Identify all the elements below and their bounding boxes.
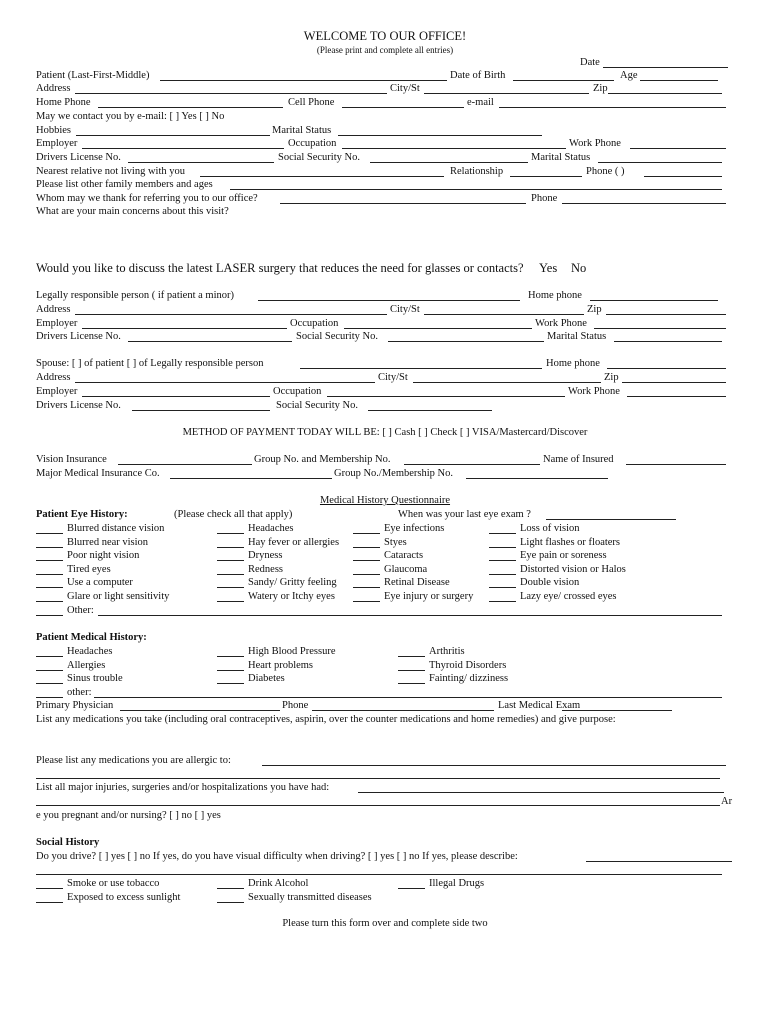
address-field[interactable]: [75, 93, 387, 94]
contact-email-question[interactable]: May we contact you by e-mail: [ ] Yes [ ] No: [36, 111, 225, 122]
social-col2-item-label: Drink Alcohol: [248, 878, 309, 889]
laser-no-option[interactable]: No: [571, 261, 587, 275]
nearest-relative-field[interactable]: [200, 176, 444, 177]
spouse-zip-field[interactable]: [622, 382, 726, 383]
responsible-person-label: Legally responsible person ( if patient a minor): [36, 290, 234, 301]
referral-phone-field[interactable]: [562, 203, 726, 204]
work-phone-field[interactable]: [630, 148, 726, 149]
cell-phone-field[interactable]: [342, 107, 464, 108]
social-col3-item-label: Illegal Drugs: [429, 878, 485, 889]
responsible-person-field[interactable]: [258, 300, 520, 301]
marital-status-field[interactable]: [338, 135, 542, 136]
eye-col1-item-checkbox[interactable]: [36, 547, 63, 548]
home-phone-label: Home Phone: [36, 97, 91, 108]
relationship-field[interactable]: [510, 176, 582, 177]
date-label: Date: [580, 57, 600, 68]
eye-col4-item-label: Loss of vision: [520, 523, 580, 534]
spouse-license-label: Drivers License No.: [36, 400, 121, 411]
eye-col3-item-checkbox[interactable]: [353, 601, 380, 602]
injuries-field[interactable]: [358, 792, 724, 793]
eye-col3-item-label: Styes: [384, 536, 407, 548]
eye-col1-item-checkbox[interactable]: [36, 574, 63, 575]
spouse-occupation-label: Occupation: [273, 386, 322, 397]
medical-col3-item-checkbox[interactable]: [398, 683, 425, 684]
eye-col3-item-label: Glaucoma: [384, 563, 428, 575]
cell-phone-label: Cell Phone: [288, 97, 335, 108]
social-col1-item-checkbox[interactable]: [36, 902, 63, 903]
spouse-ssn-field[interactable]: [368, 410, 492, 411]
eye-col4-item-checkbox[interactable]: [489, 560, 516, 561]
employer-label: Employer: [36, 138, 78, 149]
eye-col4-item-checkbox[interactable]: [489, 574, 516, 575]
occupation-label: Occupation: [288, 138, 337, 149]
eye-col2-item-label: Redness: [248, 563, 283, 575]
eye-col1-item-label: Poor night vision: [67, 550, 140, 562]
medical-col1-item-label: Sinus trouble: [67, 673, 123, 685]
eye-history-heading: Patient Eye History:: [36, 509, 128, 520]
eye-col1-item-checkbox[interactable]: [36, 601, 63, 602]
medical-insurance-field[interactable]: [170, 478, 332, 479]
medical-col1-item-label: Allergies: [67, 659, 106, 671]
spouse-license-field[interactable]: [132, 410, 270, 411]
marital-status-label: Marital Status: [272, 125, 332, 136]
eye-col3-item-label: Eye injury or surgery: [384, 591, 474, 602]
family-members-label: Please list other family members and ages: [36, 179, 213, 190]
physician-phone-field[interactable]: [312, 710, 494, 711]
ssn-field[interactable]: [370, 162, 528, 163]
medical-col1-item-label: Headaches: [67, 646, 113, 657]
spouse-employer-field[interactable]: [82, 396, 270, 397]
marital-status-field-2[interactable]: [598, 162, 722, 163]
form-title: WELCOME TO OUR OFFICE!: [303, 29, 467, 43]
eye-col4-item-label: Double vision: [520, 577, 580, 589]
responsible-license-label: Drivers License No.: [36, 331, 121, 342]
responsible-city-label: City/St: [390, 304, 420, 315]
eye-col2-item-label: Watery or Itchy eyes: [248, 591, 335, 602]
eye-col1-item-label: Blurred near vision: [67, 536, 149, 548]
responsible-address-label: Address: [36, 304, 71, 315]
eye-col2-item-checkbox[interactable]: [217, 574, 244, 575]
responsible-occupation-label: Occupation: [290, 318, 339, 329]
eye-col2-item-label: Hay fever or allergies: [248, 536, 340, 548]
responsible-employer-label: Employer: [36, 318, 78, 329]
eye-col1-item-checkbox[interactable]: [36, 615, 63, 616]
age-field[interactable]: [640, 80, 718, 81]
injuries-label: List all major injuries, surgeries and/or hospitalizations you have had:: [36, 782, 330, 793]
driving-description-field[interactable]: [586, 861, 732, 862]
spouse-city-label: City/St: [378, 372, 408, 383]
last-eye-exam-label: When was your last eye exam ?: [398, 509, 531, 520]
responsible-work-phone-field[interactable]: [594, 328, 726, 329]
medical-col3-item-checkbox[interactable]: [398, 670, 425, 671]
laser-yes-option[interactable]: Yes: [539, 261, 558, 275]
city-field[interactable]: [424, 93, 589, 94]
responsible-work-phone-label: Work Phone: [535, 318, 587, 329]
responsible-employer-field[interactable]: [82, 328, 287, 329]
hobbies-field[interactable]: [76, 135, 270, 136]
eye-col4-item-label: Distorted vision or Halos: [520, 563, 626, 575]
responsible-zip-label: Zip: [587, 304, 602, 315]
medical-col1-item-checkbox[interactable]: [36, 670, 63, 671]
spouse-home-phone-label: Home phone: [546, 358, 600, 369]
primary-physician-field[interactable]: [120, 710, 280, 711]
city-label: City/St: [390, 83, 420, 94]
relative-phone-label: Phone ( ): [586, 166, 625, 177]
medications-label: List any medications you take (including oral contraceptives, aspirin, over the counter medications and home remedies) and give purpose:: [36, 714, 616, 725]
medical-col1-item-checkbox[interactable]: [36, 683, 63, 684]
spouse-address-field[interactable]: [75, 382, 375, 383]
medical-col2-item-checkbox[interactable]: [217, 670, 244, 671]
spouse-occupation-field[interactable]: [327, 396, 565, 397]
eye-col4-item-checkbox[interactable]: [489, 587, 516, 588]
eye-col4-item-checkbox[interactable]: [489, 601, 516, 602]
patient-name-field[interactable]: [160, 80, 447, 81]
dob-field[interactable]: [513, 80, 614, 81]
medical-col3-item-label: Thyroid Disorders: [429, 659, 507, 671]
address-label: Address: [36, 83, 71, 94]
group-membership-label-2: Group No./Membership No.: [334, 468, 453, 479]
employer-field[interactable]: [82, 148, 284, 149]
ssn-label: Social Security No.: [278, 152, 360, 163]
allergic-medications-field-2[interactable]: [36, 778, 720, 779]
email-field[interactable]: [499, 107, 726, 108]
responsible-home-phone-field[interactable]: [590, 300, 718, 301]
spouse-work-phone-field[interactable]: [627, 396, 726, 397]
social-col1-item-checkbox[interactable]: [36, 888, 63, 889]
eye-col3-item-label: Eye infections: [384, 523, 445, 534]
patient-name-label: Patient (Last-First-Middle): [36, 70, 150, 81]
spouse-zip-label: Zip: [604, 372, 619, 383]
medical-col2-item-label: Heart problems: [248, 659, 314, 671]
primary-physician-label: Primary Physician: [36, 700, 114, 711]
responsible-ssn-label: Social Security No.: [296, 331, 378, 342]
eye-col3-item-checkbox[interactable]: [353, 560, 380, 561]
group-membership-field-2[interactable]: [466, 478, 608, 479]
vision-insurance-label: Vision Insurance: [36, 454, 107, 465]
eye-col3-item-label: Retinal Disease: [384, 577, 450, 589]
responsible-marital-label: Marital Status: [547, 331, 607, 342]
spouse-home-phone-field[interactable]: [607, 368, 726, 369]
cutoff-fragment: Ar: [721, 796, 733, 807]
eye-other-field[interactable]: [98, 615, 722, 616]
social-col2-item-checkbox[interactable]: [217, 902, 244, 903]
questionnaire-title: Medical History Questionnaire: [319, 495, 451, 506]
injuries-field-2[interactable]: [36, 805, 720, 806]
social-history-heading: Social History: [36, 837, 100, 848]
eye-col4-item-label: Lazy eye/ crossed eyes: [520, 591, 617, 602]
social-col3-item-checkbox[interactable]: [398, 888, 425, 889]
responsible-occupation-field[interactable]: [344, 328, 532, 329]
group-membership-label: Group No. and Membership No.: [254, 454, 391, 465]
license-label: Drivers License No.: [36, 152, 121, 163]
eye-col2-item-checkbox[interactable]: [217, 587, 244, 588]
zip-label: Zip: [593, 83, 608, 94]
physician-phone-label: Phone: [282, 700, 309, 711]
date-field[interactable]: [603, 67, 728, 68]
responsible-zip-field[interactable]: [606, 314, 726, 315]
allergic-medications-label: Please list any medications you are allergic to:: [36, 755, 231, 766]
responsible-address-field[interactable]: [75, 314, 387, 315]
eye-col3-item-checkbox[interactable]: [353, 574, 380, 575]
email-label: e-mail: [467, 97, 494, 108]
responsible-marital-field[interactable]: [614, 341, 722, 342]
responsible-license-field[interactable]: [128, 341, 292, 342]
insured-name-label: Name of Insured: [543, 454, 614, 465]
eye-col1-item-label: Glare or light sensitivity: [67, 591, 170, 602]
check-all-instruction: (Please check all that apply): [174, 509, 293, 520]
spouse-work-phone-label: Work Phone: [568, 386, 620, 397]
work-phone-label: Work Phone: [569, 138, 621, 149]
occupation-field[interactable]: [342, 148, 566, 149]
medical-col3-item-checkbox[interactable]: [398, 656, 425, 657]
eye-col2-item-checkbox[interactable]: [217, 547, 244, 548]
eye-col1-item-checkbox[interactable]: [36, 587, 63, 588]
relationship-label: Relationship: [450, 166, 504, 177]
spouse-ssn-label: Social Security No.: [276, 400, 358, 411]
spouse-field[interactable]: [300, 368, 542, 369]
turn-over-note: Please turn this form over and complete side two: [282, 918, 488, 929]
insured-name-field[interactable]: [626, 464, 726, 465]
zip-field[interactable]: [608, 93, 722, 94]
laser-question: Would you like to discuss the latest LASER surgery that reduces the need for glasses or contacts?: [36, 261, 524, 275]
vision-insurance-field[interactable]: [118, 464, 252, 465]
medical-col2-item-checkbox[interactable]: [217, 656, 244, 657]
medical-col2-item-label: High Blood Pressure: [248, 646, 336, 657]
driving-description-field-2[interactable]: [36, 874, 722, 875]
eye-col1-item-checkbox[interactable]: [36, 560, 63, 561]
eye-col3-item-checkbox[interactable]: [353, 547, 380, 548]
last-medical-exam-label: Last Medical Exam: [498, 700, 581, 711]
eye-col2-item-label: Headaches: [248, 523, 294, 534]
referral-label: Whom may we thank for referring you to our office?: [36, 193, 258, 204]
eye-col2-item-checkbox[interactable]: [217, 533, 244, 534]
marital-status-label-2: Marital Status: [531, 152, 591, 163]
license-field[interactable]: [128, 162, 274, 163]
medical-col1-item-checkbox[interactable]: [36, 697, 63, 698]
eye-col4-item-checkbox[interactable]: [489, 533, 516, 534]
social-col2-item-checkbox[interactable]: [217, 888, 244, 889]
form-subtitle: (Please print and complete all entries): [316, 45, 454, 55]
hobbies-label: Hobbies: [36, 125, 71, 136]
eye-col3-item-checkbox[interactable]: [353, 587, 380, 588]
medical-other-field[interactable]: [94, 697, 722, 698]
medical-col2-item-checkbox[interactable]: [217, 683, 244, 684]
last-eye-exam-field[interactable]: [546, 519, 676, 520]
eye-col2-item-checkbox[interactable]: [217, 601, 244, 602]
social-col1-item-label: Exposed to excess sunlight: [67, 891, 181, 903]
relative-phone-field[interactable]: [644, 176, 722, 177]
eye-col2-item-checkbox[interactable]: [217, 560, 244, 561]
medical-col3-item-label: Arthritis: [429, 646, 465, 657]
social-col2-item-label: Sexually transmitted diseases: [248, 891, 372, 903]
medical-col3-item-label: Fainting/ dizziness: [429, 673, 509, 685]
nearest-relative-label: Nearest relative not living with you: [36, 166, 186, 177]
concerns-label: What are your main concerns about this visit?: [36, 206, 229, 217]
medical-col1-item-checkbox[interactable]: [36, 656, 63, 657]
family-members-field[interactable]: [230, 189, 722, 190]
eye-col4-item-label: Light flashes or floaters: [520, 536, 621, 548]
spouse-employer-label: Employer: [36, 386, 78, 397]
medical-col2-item-label: Diabetes: [248, 673, 285, 685]
age-label: Age: [620, 70, 638, 81]
home-phone-field[interactable]: [98, 107, 283, 108]
eye-col1-item-label: Tired eyes: [67, 563, 111, 575]
eye-col2-item-label: Sandy/ Gritty feeling: [248, 577, 337, 589]
dob-label: Date of Birth: [450, 70, 506, 81]
allergic-medications-field[interactable]: [262, 765, 726, 766]
eye-col3-item-label: Cataracts: [384, 550, 424, 562]
responsible-city-field[interactable]: [424, 314, 584, 315]
spouse-address-label: Address: [36, 372, 71, 383]
eye-col4-item-label: Eye pain or soreness: [520, 550, 607, 562]
eye-col2-item-label: Dryness: [248, 550, 283, 562]
spouse-label: Spouse: [ ] of patient [ ] of Legally responsible person: [36, 358, 264, 369]
payment-method-line[interactable]: METHOD OF PAYMENT TODAY WILL BE: [ ] Cash [ ] Check [ ] VISA/Mastercard/Discover: [182, 427, 588, 438]
eye-col1-item-label: Blurred distance vision: [67, 523, 165, 534]
responsible-ssn-field[interactable]: [388, 341, 544, 342]
driving-question[interactable]: Do you drive? [ ] yes [ ] no If yes, do you have visual difficulty when driving? [ ] yes [ ] no If yes, please describe:: [36, 851, 518, 862]
group-membership-field[interactable]: [404, 464, 540, 465]
pregnant-question[interactable]: e you pregnant and/or nursing? [ ] no [ ] yes: [36, 810, 221, 821]
eye-col3-item-checkbox[interactable]: [353, 533, 380, 534]
eye-col1-item-checkbox[interactable]: [36, 533, 63, 534]
spouse-city-field[interactable]: [413, 382, 601, 383]
eye-col4-item-checkbox[interactable]: [489, 547, 516, 548]
eye-col1-item-label: Other:: [67, 604, 94, 616]
responsible-home-phone-label: Home phone: [528, 290, 582, 301]
medical-insurance-label: Major Medical Insurance Co.: [36, 468, 160, 479]
last-medical-exam-field[interactable]: [562, 710, 672, 711]
social-col1-item-label: Smoke or use tobacco: [67, 878, 160, 889]
medical-col1-item-label: other:: [67, 686, 92, 698]
referral-phone-label: Phone: [531, 193, 558, 204]
medical-history-heading: Patient Medical History:: [36, 632, 147, 643]
referral-field[interactable]: [280, 203, 526, 204]
eye-col1-item-label: Use a computer: [67, 577, 133, 589]
